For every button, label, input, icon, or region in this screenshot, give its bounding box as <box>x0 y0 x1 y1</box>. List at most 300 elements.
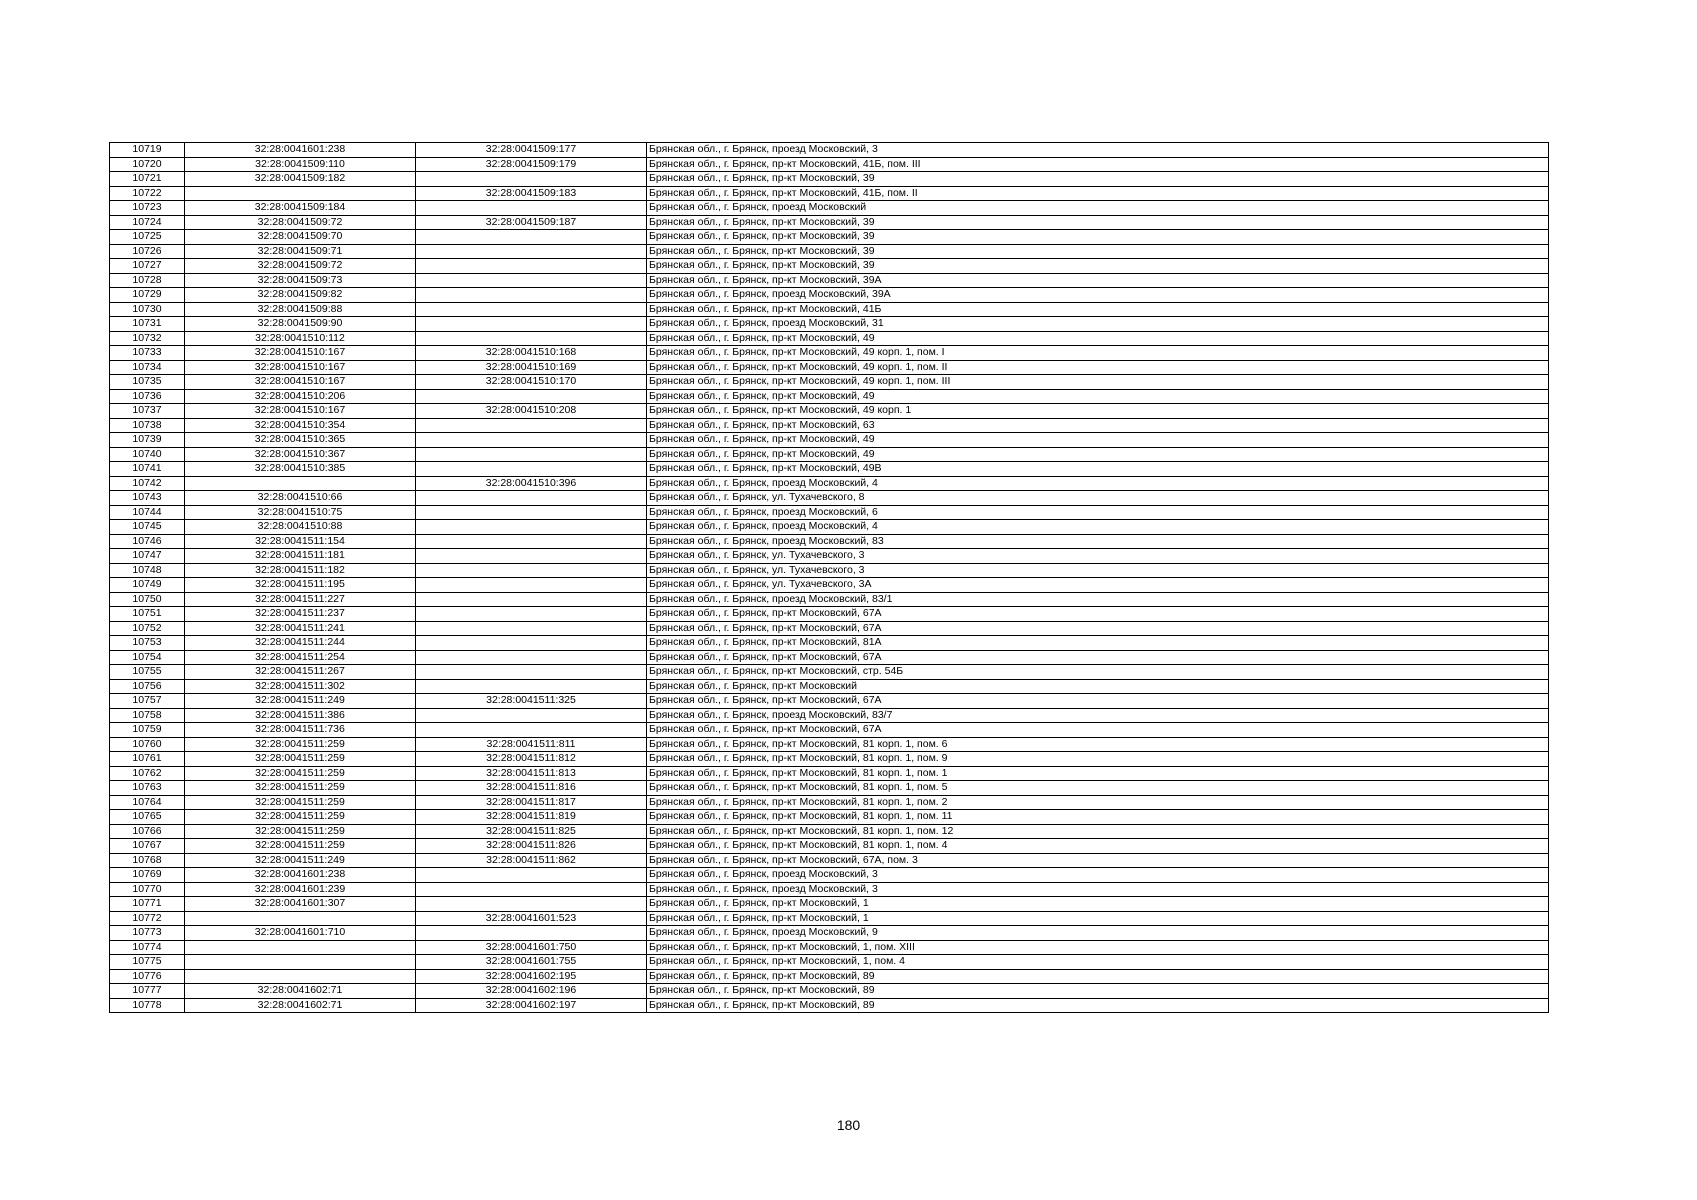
cadastral-number-cell: 32:28:0041511:302 <box>185 679 416 694</box>
address-cell: Брянская обл., г. Брянск, пр-кт Московский, 67А, пом. 3 <box>647 853 1549 868</box>
address-cell: Брянская обл., г. Брянск, пр-кт Московский, 67А <box>647 607 1549 622</box>
cadastral-number-cell: 32:28:0041511:249 <box>185 694 416 709</box>
address-cell: Брянская обл., г. Брянск, пр-кт Московский, 49 корп. 1 <box>647 404 1549 419</box>
row-number-cell: 10770 <box>110 882 185 897</box>
object-cadastral-number-cell <box>416 882 647 897</box>
table-row <box>110 781 1549 796</box>
row-number-cell: 10756 <box>110 679 185 694</box>
object-cadastral-number-cell <box>416 172 647 187</box>
address-cell: Брянская обл., г. Брянск, проезд Московский, 3 <box>647 882 1549 897</box>
row-number-cell: 10753 <box>110 636 185 651</box>
row-number-cell: 10740 <box>110 447 185 462</box>
object-cadastral-number-cell <box>416 621 647 636</box>
row-number-cell: 10765 <box>110 810 185 825</box>
address-cell: Брянская обл., г. Брянск, проезд Московский, 4 <box>647 476 1549 491</box>
object-cadastral-number-cell: 32:28:0041510:396 <box>416 476 647 491</box>
table-row <box>110 621 1549 636</box>
address-cell: Брянская обл., г. Брянск, пр-кт Московский, 89 <box>647 998 1549 1013</box>
address-cell: Брянская обл., г. Брянск, пр-кт Московский, 1, пом. 4 <box>647 955 1549 970</box>
address-cell: Брянская обл., г. Брянск, пр-кт Московский, стр. 54Б <box>647 665 1549 680</box>
table-row <box>110 404 1549 419</box>
row-number-cell: 10739 <box>110 433 185 448</box>
table-row <box>110 752 1549 767</box>
row-number-cell: 10722 <box>110 186 185 201</box>
row-number-cell: 10720 <box>110 157 185 172</box>
row-number-cell: 10776 <box>110 969 185 984</box>
cadastral-table <box>109 142 1549 1013</box>
address-cell: Брянская обл., г. Брянск, ул. Тухачевского, 3А <box>647 578 1549 593</box>
address-cell: Брянская обл., г. Брянск, пр-кт Московский, 49 <box>647 389 1549 404</box>
object-cadastral-number-cell <box>416 433 647 448</box>
cadastral-number-cell: 32:28:0041509:72 <box>185 215 416 230</box>
cadastral-number-cell: 32:28:0041511:259 <box>185 795 416 810</box>
object-cadastral-number-cell: 32:28:0041511:812 <box>416 752 647 767</box>
table-row <box>110 882 1549 897</box>
object-cadastral-number-cell <box>416 708 647 723</box>
cadastral-number-cell: 32:28:0041510:167 <box>185 360 416 375</box>
address-cell: Брянская обл., г. Брянск, пр-кт Московский, 49 <box>647 433 1549 448</box>
address-cell: Брянская обл., г. Брянск, пр-кт Московский, 81 корп. 1, пом. 12 <box>647 824 1549 839</box>
cadastral-number-cell: 32:28:0041511:181 <box>185 549 416 564</box>
table-row <box>110 447 1549 462</box>
row-number-cell: 10774 <box>110 940 185 955</box>
cadastral-number-cell: 32:28:0041510:367 <box>185 447 416 462</box>
object-cadastral-number-cell: 32:28:0041509:179 <box>416 157 647 172</box>
cadastral-number-cell: 32:28:0041509:110 <box>185 157 416 172</box>
address-cell: Брянская обл., г. Брянск, проезд Московский, 39А <box>647 288 1549 303</box>
cadastral-number-cell <box>185 476 416 491</box>
table-row <box>110 346 1549 361</box>
address-cell: Брянская обл., г. Брянск, пр-кт Московский, 49 <box>647 447 1549 462</box>
row-number-cell: 10775 <box>110 955 185 970</box>
table-row <box>110 433 1549 448</box>
object-cadastral-number-cell <box>416 491 647 506</box>
address-cell: Брянская обл., г. Брянск, пр-кт Московский, 89 <box>647 984 1549 999</box>
object-cadastral-number-cell: 32:28:0041510:170 <box>416 375 647 390</box>
cadastral-number-cell: 32:28:0041509:184 <box>185 201 416 216</box>
object-cadastral-number-cell <box>416 505 647 520</box>
address-cell: Брянская обл., г. Брянск, пр-кт Московский, 81 корп. 1, пом. 4 <box>647 839 1549 854</box>
table-row <box>110 143 1549 158</box>
object-cadastral-number-cell <box>416 650 647 665</box>
table-row <box>110 911 1549 926</box>
table-row <box>110 926 1549 941</box>
table-row <box>110 215 1549 230</box>
row-number-cell: 10736 <box>110 389 185 404</box>
table-row <box>110 505 1549 520</box>
row-number-cell: 10760 <box>110 737 185 752</box>
table-row <box>110 708 1549 723</box>
row-number-cell: 10726 <box>110 244 185 259</box>
cadastral-number-cell: 32:28:0041510:206 <box>185 389 416 404</box>
cadastral-number-cell: 32:28:0041511:259 <box>185 839 416 854</box>
cadastral-number-cell: 32:28:0041509:70 <box>185 230 416 245</box>
address-cell: Брянская обл., г. Брянск, пр-кт Московский, 81 корп. 1, пом. 1 <box>647 766 1549 781</box>
table-row <box>110 186 1549 201</box>
table-row <box>110 389 1549 404</box>
address-cell: Брянская обл., г. Брянск, пр-кт Московский, 41Б <box>647 302 1549 317</box>
object-cadastral-number-cell: 32:28:0041509:183 <box>416 186 647 201</box>
address-cell: Брянская обл., г. Брянск, пр-кт Московский, 1, пом. XIII <box>647 940 1549 955</box>
table-row <box>110 578 1549 593</box>
row-number-cell: 10724 <box>110 215 185 230</box>
object-cadastral-number-cell <box>416 462 647 477</box>
table-row <box>110 795 1549 810</box>
cadastral-number-cell: 32:28:0041511:267 <box>185 665 416 680</box>
object-cadastral-number-cell <box>416 665 647 680</box>
object-cadastral-number-cell <box>416 230 647 245</box>
cadastral-number-cell: 32:28:0041601:307 <box>185 897 416 912</box>
row-number-cell: 10766 <box>110 824 185 839</box>
cadastral-number-cell: 32:28:0041511:195 <box>185 578 416 593</box>
object-cadastral-number-cell: 32:28:0041511:325 <box>416 694 647 709</box>
row-number-cell: 10723 <box>110 201 185 216</box>
table-row <box>110 592 1549 607</box>
address-cell: Брянская обл., г. Брянск, пр-кт Московский <box>647 679 1549 694</box>
object-cadastral-number-cell <box>416 317 647 332</box>
cadastral-number-cell: 32:28:0041510:167 <box>185 404 416 419</box>
cadastral-number-cell <box>185 955 416 970</box>
row-number-cell: 10754 <box>110 650 185 665</box>
address-cell: Брянская обл., г. Брянск, пр-кт Московский, 41Б, пом. III <box>647 157 1549 172</box>
object-cadastral-number-cell <box>416 244 647 259</box>
address-cell: Брянская обл., г. Брянск, проезд Московский, 6 <box>647 505 1549 520</box>
object-cadastral-number-cell: 32:28:0041511:816 <box>416 781 647 796</box>
row-number-cell: 10771 <box>110 897 185 912</box>
object-cadastral-number-cell: 32:28:0041511:825 <box>416 824 647 839</box>
address-cell: Брянская обл., г. Брянск, проезд Московский, 83/1 <box>647 592 1549 607</box>
address-cell: Брянская обл., г. Брянск, пр-кт Московский, 49 <box>647 331 1549 346</box>
object-cadastral-number-cell <box>416 636 647 651</box>
cadastral-number-cell: 32:28:0041509:182 <box>185 172 416 187</box>
table-row <box>110 969 1549 984</box>
cadastral-number-cell: 32:28:0041510:365 <box>185 433 416 448</box>
cadastral-number-cell <box>185 940 416 955</box>
row-number-cell: 10764 <box>110 795 185 810</box>
row-number-cell: 10742 <box>110 476 185 491</box>
object-cadastral-number-cell <box>416 520 647 535</box>
row-number-cell: 10759 <box>110 723 185 738</box>
row-number-cell: 10738 <box>110 418 185 433</box>
table-row <box>110 839 1549 854</box>
row-number-cell: 10728 <box>110 273 185 288</box>
address-cell: Брянская обл., г. Брянск, пр-кт Московский, 63 <box>647 418 1549 433</box>
cadastral-number-cell: 32:28:0041510:167 <box>185 346 416 361</box>
object-cadastral-number-cell <box>416 897 647 912</box>
row-number-cell: 10755 <box>110 665 185 680</box>
table-row <box>110 476 1549 491</box>
object-cadastral-number-cell <box>416 331 647 346</box>
cadastral-number-cell: 32:28:0041510:385 <box>185 462 416 477</box>
table-row <box>110 360 1549 375</box>
object-cadastral-number-cell: 32:28:0041511:862 <box>416 853 647 868</box>
object-cadastral-number-cell: 32:28:0041601:755 <box>416 955 647 970</box>
object-cadastral-number-cell <box>416 868 647 883</box>
cadastral-number-cell: 32:28:0041601:238 <box>185 868 416 883</box>
cadastral-number-cell: 32:28:0041510:112 <box>185 331 416 346</box>
table-row <box>110 998 1549 1013</box>
cadastral-number-cell: 32:28:0041510:354 <box>185 418 416 433</box>
cadastral-number-cell: 32:28:0041511:259 <box>185 737 416 752</box>
row-number-cell: 10732 <box>110 331 185 346</box>
row-number-cell: 10773 <box>110 926 185 941</box>
row-number-cell: 10737 <box>110 404 185 419</box>
table-row <box>110 607 1549 622</box>
cadastral-number-cell: 32:28:0041511:241 <box>185 621 416 636</box>
address-cell: Брянская обл., г. Брянск, проезд Московский, 3 <box>647 143 1549 158</box>
address-cell: Брянская обл., г. Брянск, пр-кт Московский, 39А <box>647 273 1549 288</box>
cadastral-number-cell: 32:28:0041511:249 <box>185 853 416 868</box>
cadastral-number-cell: 32:28:0041511:227 <box>185 592 416 607</box>
table-row <box>110 723 1549 738</box>
object-cadastral-number-cell: 32:28:0041509:177 <box>416 143 647 158</box>
table-row <box>110 418 1549 433</box>
row-number-cell: 10747 <box>110 549 185 564</box>
object-cadastral-number-cell: 32:28:0041509:187 <box>416 215 647 230</box>
address-cell: Брянская обл., г. Брянск, проезд Московский, 9 <box>647 926 1549 941</box>
table-row <box>110 694 1549 709</box>
object-cadastral-number-cell <box>416 592 647 607</box>
object-cadastral-number-cell <box>416 302 647 317</box>
row-number-cell: 10757 <box>110 694 185 709</box>
row-number-cell: 10751 <box>110 607 185 622</box>
cadastral-number-cell: 32:28:0041511:259 <box>185 810 416 825</box>
table-row <box>110 230 1549 245</box>
table-row <box>110 868 1549 883</box>
cadastral-number-cell: 32:28:0041511:254 <box>185 650 416 665</box>
address-cell: Брянская обл., г. Брянск, пр-кт Московский, 81А <box>647 636 1549 651</box>
object-cadastral-number-cell: 32:28:0041511:826 <box>416 839 647 854</box>
row-number-cell: 10772 <box>110 911 185 926</box>
object-cadastral-number-cell <box>416 549 647 564</box>
row-number-cell: 10744 <box>110 505 185 520</box>
object-cadastral-number-cell: 32:28:0041602:195 <box>416 969 647 984</box>
address-cell: Брянская обл., г. Брянск, пр-кт Московский, 67А <box>647 621 1549 636</box>
object-cadastral-number-cell <box>416 679 647 694</box>
table-row <box>110 955 1549 970</box>
table-row <box>110 766 1549 781</box>
address-cell: Брянская обл., г. Брянск, пр-кт Московский, 67А <box>647 650 1549 665</box>
row-number-cell: 10748 <box>110 563 185 578</box>
cadastral-number-cell: 32:28:0041511:259 <box>185 752 416 767</box>
row-number-cell: 10727 <box>110 259 185 274</box>
row-number-cell: 10734 <box>110 360 185 375</box>
cadastral-number-cell: 32:28:0041511:182 <box>185 563 416 578</box>
address-cell: Брянская обл., г. Брянск, пр-кт Московский, 1 <box>647 897 1549 912</box>
table-row <box>110 317 1549 332</box>
object-cadastral-number-cell <box>416 259 647 274</box>
address-cell: Брянская обл., г. Брянск, пр-кт Московский, 1 <box>647 911 1549 926</box>
cadastral-number-cell <box>185 911 416 926</box>
address-cell: Брянская обл., г. Брянск, проезд Московский, 4 <box>647 520 1549 535</box>
address-cell: Брянская обл., г. Брянск, пр-кт Московский, 49 корп. 1, пом. I <box>647 346 1549 361</box>
cadastral-number-cell: 32:28:0041511:259 <box>185 824 416 839</box>
table-row <box>110 824 1549 839</box>
address-cell: Брянская обл., г. Брянск, пр-кт Московский, 81 корп. 1, пом. 9 <box>647 752 1549 767</box>
row-number-cell: 10733 <box>110 346 185 361</box>
table-row <box>110 897 1549 912</box>
table-row <box>110 201 1549 216</box>
table-row <box>110 157 1549 172</box>
row-number-cell: 10719 <box>110 143 185 158</box>
cadastral-number-cell: 32:28:0041601:710 <box>185 926 416 941</box>
object-cadastral-number-cell <box>416 723 647 738</box>
table-row <box>110 302 1549 317</box>
row-number-cell: 10769 <box>110 868 185 883</box>
cadastral-number-cell: 32:28:0041509:71 <box>185 244 416 259</box>
cadastral-number-cell <box>185 186 416 201</box>
row-number-cell: 10763 <box>110 781 185 796</box>
object-cadastral-number-cell: 32:28:0041601:750 <box>416 940 647 955</box>
row-number-cell: 10778 <box>110 998 185 1013</box>
cadastral-number-cell: 32:28:0041511:244 <box>185 636 416 651</box>
cadastral-number-cell: 32:28:0041601:238 <box>185 143 416 158</box>
object-cadastral-number-cell <box>416 273 647 288</box>
table-row <box>110 563 1549 578</box>
table-row <box>110 650 1549 665</box>
cadastral-number-cell: 32:28:0041510:88 <box>185 520 416 535</box>
table-row <box>110 665 1549 680</box>
cadastral-number-cell: 32:28:0041509:82 <box>185 288 416 303</box>
address-cell: Брянская обл., г. Брянск, ул. Тухачевского, 3 <box>647 563 1549 578</box>
address-cell: Брянская обл., г. Брянск, проезд Московский, 83/7 <box>647 708 1549 723</box>
object-cadastral-number-cell <box>416 578 647 593</box>
row-number-cell: 10767 <box>110 839 185 854</box>
address-cell: Брянская обл., г. Брянск, пр-кт Московский, 39 <box>647 172 1549 187</box>
table-row <box>110 549 1549 564</box>
table-row <box>110 636 1549 651</box>
cadastral-number-cell: 32:28:0041511:386 <box>185 708 416 723</box>
table-row <box>110 984 1549 999</box>
address-cell: Брянская обл., г. Брянск, ул. Тухачевского, 3 <box>647 549 1549 564</box>
cadastral-number-cell: 32:28:0041510:66 <box>185 491 416 506</box>
table-row <box>110 244 1549 259</box>
table-row <box>110 288 1549 303</box>
row-number-cell: 10729 <box>110 288 185 303</box>
table-row <box>110 172 1549 187</box>
address-cell: Брянская обл., г. Брянск, проезд Московский, 31 <box>647 317 1549 332</box>
address-cell: Брянская обл., г. Брянск, пр-кт Московский, 67А <box>647 723 1549 738</box>
object-cadastral-number-cell: 32:28:0041511:813 <box>416 766 647 781</box>
address-cell: Брянская обл., г. Брянск, пр-кт Московский, 49 корп. 1, пом. III <box>647 375 1549 390</box>
cadastral-number-cell: 32:28:0041602:71 <box>185 998 416 1013</box>
table-body <box>110 143 1549 1013</box>
row-number-cell: 10752 <box>110 621 185 636</box>
object-cadastral-number-cell: 32:28:0041602:196 <box>416 984 647 999</box>
page-number: 180 <box>836 1117 861 1133</box>
cadastral-number-cell <box>185 969 416 984</box>
cadastral-number-cell: 32:28:0041511:259 <box>185 766 416 781</box>
address-cell: Брянская обл., г. Брянск, ул. Тухачевского, 8 <box>647 491 1549 506</box>
cadastral-number-cell: 32:28:0041509:90 <box>185 317 416 332</box>
address-cell: Брянская обл., г. Брянск, пр-кт Московский, 39 <box>647 230 1549 245</box>
table-row <box>110 520 1549 535</box>
address-cell: Брянская обл., г. Брянск, пр-кт Московский, 41Б, пом. II <box>647 186 1549 201</box>
row-number-cell: 10750 <box>110 592 185 607</box>
row-number-cell: 10761 <box>110 752 185 767</box>
object-cadastral-number-cell: 32:28:0041511:817 <box>416 795 647 810</box>
address-cell: Брянская обл., г. Брянск, пр-кт Московский, 39 <box>647 259 1549 274</box>
row-number-cell: 10743 <box>110 491 185 506</box>
row-number-cell: 10735 <box>110 375 185 390</box>
address-cell: Брянская обл., г. Брянск, проезд Московский, 3 <box>647 868 1549 883</box>
row-number-cell: 10730 <box>110 302 185 317</box>
row-number-cell: 10758 <box>110 708 185 723</box>
object-cadastral-number-cell <box>416 607 647 622</box>
address-cell: Брянская обл., г. Брянск, пр-кт Московский, 81 корп. 1, пом. 6 <box>647 737 1549 752</box>
address-cell: Брянская обл., г. Брянск, пр-кт Московский, 89 <box>647 969 1549 984</box>
row-number-cell: 10777 <box>110 984 185 999</box>
row-number-cell: 10741 <box>110 462 185 477</box>
address-cell: Брянская обл., г. Брянск, проезд Московский, 83 <box>647 534 1549 549</box>
address-cell: Брянская обл., г. Брянск, пр-кт Московский, 49В <box>647 462 1549 477</box>
table-row <box>110 375 1549 390</box>
object-cadastral-number-cell: 32:28:0041602:197 <box>416 998 647 1013</box>
table-row <box>110 853 1549 868</box>
object-cadastral-number-cell <box>416 418 647 433</box>
row-number-cell: 10768 <box>110 853 185 868</box>
address-cell: Брянская обл., г. Брянск, пр-кт Московский, 39 <box>647 215 1549 230</box>
object-cadastral-number-cell <box>416 389 647 404</box>
address-cell: Брянская обл., г. Брянск, проезд Московский <box>647 201 1549 216</box>
object-cadastral-number-cell: 32:28:0041510:169 <box>416 360 647 375</box>
object-cadastral-number-cell <box>416 534 647 549</box>
object-cadastral-number-cell <box>416 447 647 462</box>
object-cadastral-number-cell: 32:28:0041601:523 <box>416 911 647 926</box>
cadastral-number-cell: 32:28:0041511:154 <box>185 534 416 549</box>
cadastral-number-cell: 32:28:0041510:167 <box>185 375 416 390</box>
table-row <box>110 259 1549 274</box>
row-number-cell: 10725 <box>110 230 185 245</box>
table-row <box>110 534 1549 549</box>
cadastral-number-cell: 32:28:0041509:73 <box>185 273 416 288</box>
address-cell: Брянская обл., г. Брянск, пр-кт Московский, 81 корп. 1, пом. 5 <box>647 781 1549 796</box>
object-cadastral-number-cell: 32:28:0041510:168 <box>416 346 647 361</box>
object-cadastral-number-cell: 32:28:0041511:811 <box>416 737 647 752</box>
cadastral-number-cell: 32:28:0041511:736 <box>185 723 416 738</box>
table-row <box>110 679 1549 694</box>
cadastral-number-cell: 32:28:0041510:75 <box>185 505 416 520</box>
address-cell: Брянская обл., г. Брянск, пр-кт Московский, 39 <box>647 244 1549 259</box>
table-row <box>110 810 1549 825</box>
row-number-cell: 10745 <box>110 520 185 535</box>
object-cadastral-number-cell <box>416 288 647 303</box>
cadastral-number-cell: 32:28:0041509:72 <box>185 259 416 274</box>
cadastral-number-cell: 32:28:0041511:237 <box>185 607 416 622</box>
table-row <box>110 940 1549 955</box>
cadastral-number-cell: 32:28:0041601:239 <box>185 882 416 897</box>
table-row <box>110 462 1549 477</box>
address-cell: Брянская обл., г. Брянск, пр-кт Московский, 67А <box>647 694 1549 709</box>
row-number-cell: 10749 <box>110 578 185 593</box>
row-number-cell: 10746 <box>110 534 185 549</box>
object-cadastral-number-cell <box>416 563 647 578</box>
table-row <box>110 273 1549 288</box>
address-cell: Брянская обл., г. Брянск, пр-кт Московский, 49 корп. 1, пом. II <box>647 360 1549 375</box>
address-cell: Брянская обл., г. Брянск, пр-кт Московский, 81 корп. 1, пом. 2 <box>647 795 1549 810</box>
object-cadastral-number-cell <box>416 926 647 941</box>
cadastral-number-cell: 32:28:0041511:259 <box>185 781 416 796</box>
row-number-cell: 10762 <box>110 766 185 781</box>
table-row <box>110 331 1549 346</box>
address-cell: Брянская обл., г. Брянск, пр-кт Московский, 81 корп. 1, пом. 11 <box>647 810 1549 825</box>
cadastral-number-cell: 32:28:0041509:88 <box>185 302 416 317</box>
object-cadastral-number-cell <box>416 201 647 216</box>
cadastral-number-cell: 32:28:0041602:71 <box>185 984 416 999</box>
object-cadastral-number-cell: 32:28:0041511:819 <box>416 810 647 825</box>
row-number-cell: 10731 <box>110 317 185 332</box>
object-cadastral-number-cell: 32:28:0041510:208 <box>416 404 647 419</box>
